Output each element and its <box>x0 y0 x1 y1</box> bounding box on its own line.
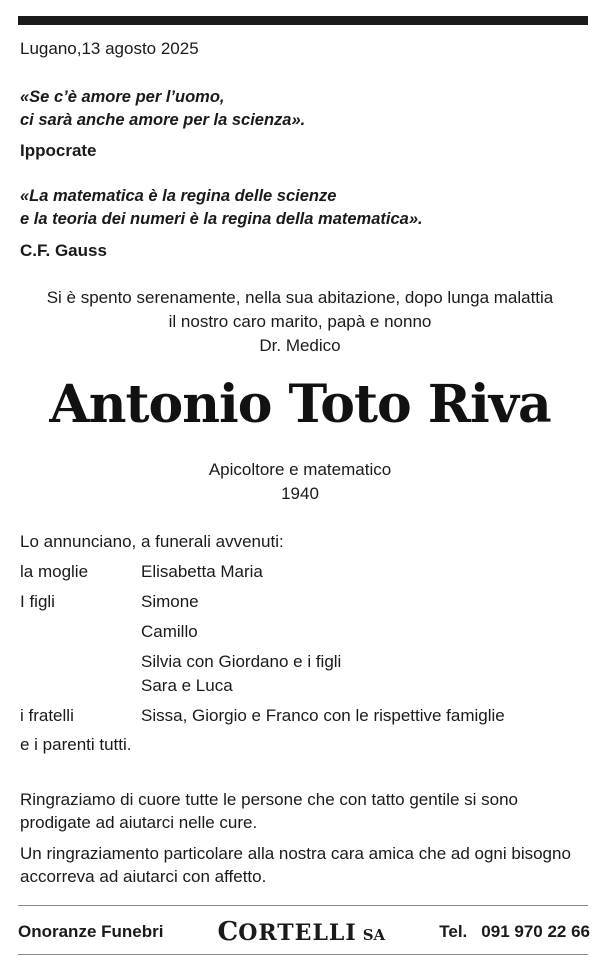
family-names: Elisabetta Maria <box>141 562 263 581</box>
family-row <box>20 560 590 584</box>
logo-name: ORTELLI <box>238 920 357 946</box>
family-names: Silvia con Giordano e i figli <box>141 652 342 671</box>
footer-divider <box>18 905 588 906</box>
logo-suffix: SA <box>362 926 386 944</box>
family-row <box>20 620 590 644</box>
family-relation: la moglie <box>20 562 89 581</box>
quote-author: Ippocrate <box>20 141 97 160</box>
death-announcement <box>0 286 600 358</box>
top-rule <box>18 16 588 25</box>
funeral-home-logo <box>218 917 386 947</box>
bottom-divider <box>18 954 588 955</box>
family-row <box>20 650 590 698</box>
family-names: Simone <box>141 592 199 611</box>
profession-block <box>0 458 600 506</box>
family-row <box>20 704 590 728</box>
quote-gauss <box>20 185 580 231</box>
intro-line: il nostro caro marito, papà e nonno <box>168 312 432 331</box>
logo-mark: C <box>217 917 239 947</box>
family-list <box>20 560 590 734</box>
profession: Apicoltore e matematico <box>208 460 392 479</box>
quote-line: «La matematica è la regina delle scienze <box>20 187 337 205</box>
birth-year: 1940 <box>281 484 319 503</box>
date-line: Lugano,13 agosto 2025 <box>20 39 199 58</box>
phone-number: 091 970 22 66 <box>481 922 590 941</box>
quote-line: e la teoria dei numeri è la regina della matematica». <box>20 210 423 228</box>
family-row <box>20 590 590 614</box>
thanks-paragraph: Un ringraziamento particolare alla nostra cara amica che ad ogni bisogno accorreva ad aiutarci con affetto. <box>20 844 571 886</box>
announcement-line: Lo annunciano, a funerali avvenuti: <box>20 532 284 551</box>
family-relation <box>20 620 141 644</box>
parents-line: e i parenti tutti. <box>20 735 132 754</box>
footer <box>18 912 590 952</box>
funeral-home-label: Onoranze Funebri <box>18 922 164 941</box>
family-names: Sara e Luca <box>141 676 233 695</box>
quote-line: ci sarà anche amore per la scienza». <box>20 111 306 129</box>
phone-contact <box>439 922 590 942</box>
intro-line: Si è spento serenamente, nella sua abitazione, dopo lunga malattia <box>46 288 554 307</box>
phone-label: Tel. <box>439 922 468 941</box>
family-relation: i fratelli <box>20 706 74 725</box>
family-names: Camillo <box>141 622 198 641</box>
intro-line: Dr. Medico <box>259 336 341 355</box>
family-names: Sissa, Giorgio e Franco con le rispettive famiglie <box>141 706 505 725</box>
deceased-name: Antonio Toto Riva <box>49 374 551 435</box>
quote-line: «Se c’è amore per l’uomo, <box>20 88 225 106</box>
quote-hippocrates <box>20 86 580 132</box>
thanks-paragraph: Ringraziamo di cuore tutte le persone che con tatto gentile si sono prodigate ad aiutarci nelle cure. <box>20 790 519 832</box>
quote-author: C.F. Gauss <box>20 241 107 260</box>
family-relation: I figli <box>20 592 55 611</box>
family-relation <box>20 650 141 698</box>
